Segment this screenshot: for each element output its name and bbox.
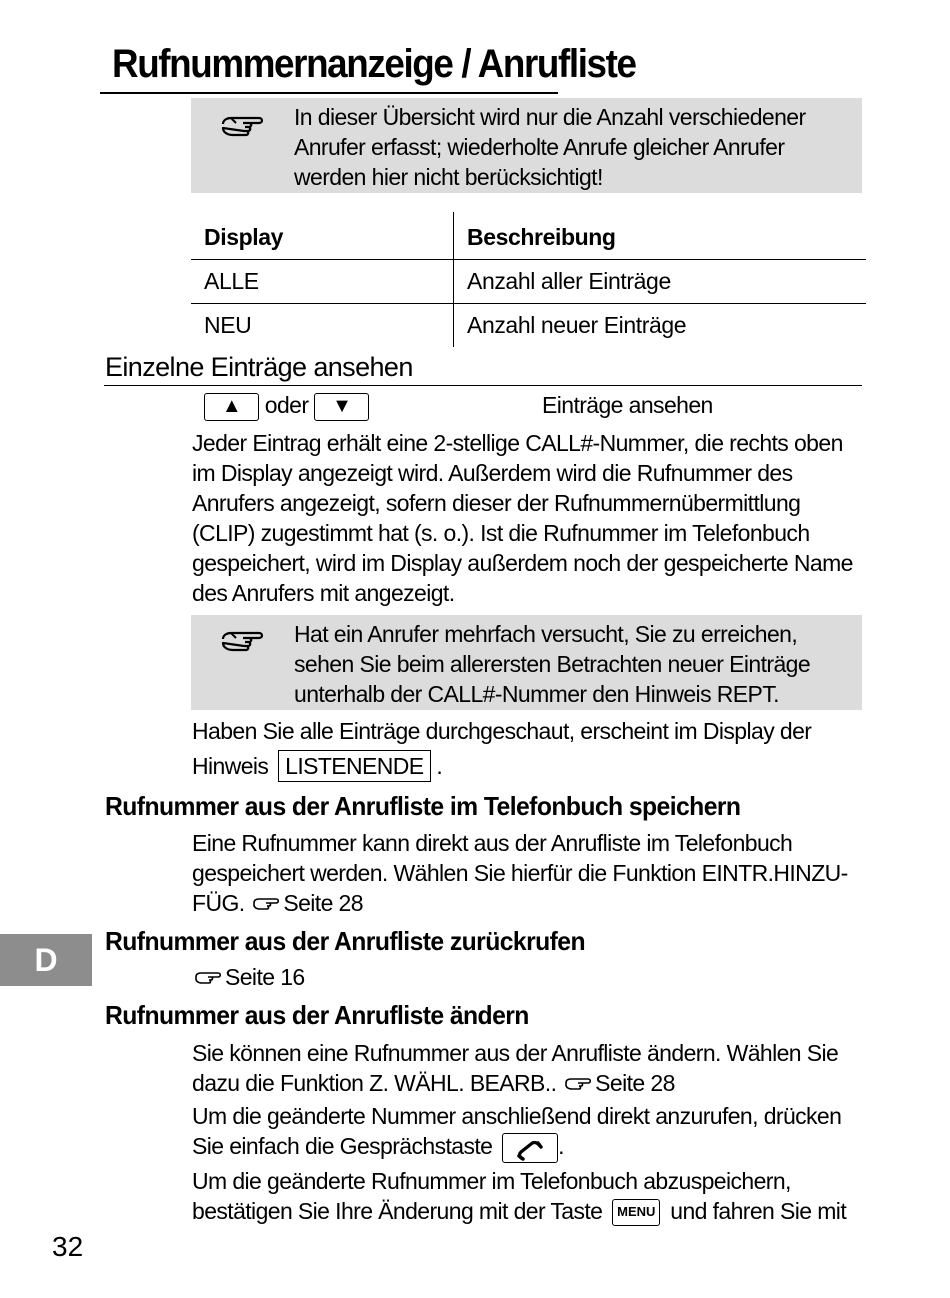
table-cell: ALLE [191, 260, 454, 304]
paragraph-edit-3 [192, 1166, 868, 1226]
list-end-line-2 [192, 750, 868, 782]
paragraph-save [192, 828, 868, 918]
page-number: 32 [52, 1231, 84, 1262]
paragraph-edit-2 [192, 1101, 868, 1163]
list-end-hint-word: Hinweis [192, 753, 269, 779]
edit-save-text-end: und fahren Sie mit [670, 1198, 847, 1224]
or-word: oder [264, 392, 309, 418]
note-text: In dieser Übersicht wird nur die Anzahl verschiedener Anrufer erfasst; wiederholte Anrufe gleicher Anrufer werden hier nicht berücksichtigt! [294, 104, 806, 190]
edit-text: Sie können eine Rufnummer aus der Anrufliste ändern. Wählen Sie dazu die Funktion Z. WÄHL. BEARB.. [192, 1040, 839, 1096]
edit-call-period: . [558, 1133, 564, 1159]
page-reference-icon [252, 896, 280, 914]
table-row [191, 260, 866, 304]
page-reference[interactable]: Seite 28 [595, 1070, 675, 1096]
section-heading-view: Einzelne Einträge ansehen [105, 352, 413, 382]
list-end-period: . [436, 753, 443, 779]
section-heading-callback: Rufnummer aus der Anrufliste zurückrufen [105, 926, 585, 956]
phone-handset-icon [515, 1140, 545, 1162]
edit-save-text: Um die geänderte Rufnummer im Telefonbuch abzuspeichern, bestätigen Sie Ihre Änderung mit der Taste [192, 1168, 791, 1224]
page-reference-icon [564, 1076, 592, 1094]
save-text: Eine Rufnummer kann direkt aus der Anrufliste im Telefonbuch gespeichert werden. Wählen Sie hierfür die Funktion EINTR.HINZU- [192, 830, 848, 886]
table-cell: Anzahl neuer Einträge [467, 312, 687, 338]
up-arrow-key: ▲ [204, 393, 259, 421]
table-header-row [191, 212, 866, 260]
language-tab: D [0, 934, 92, 986]
display-text-listenende: LISTENENDE [278, 750, 430, 782]
paragraph-edit-1 [192, 1038, 868, 1098]
pointing-hand-icon [219, 627, 267, 661]
table-cell: Anzahl aller Einträge [454, 260, 867, 304]
title-underline [100, 92, 558, 94]
note-box-counting [191, 98, 862, 193]
page-title: Rufnummernanzeige / Anrufliste [112, 42, 636, 86]
page-reference[interactable]: Seite 16 [225, 964, 305, 990]
column-header-description: Beschreibung [467, 224, 616, 250]
menu-key: MENU [612, 1199, 660, 1226]
display-table [191, 212, 866, 347]
table-row [191, 304, 866, 348]
list-end-line-1: Haben Sie alle Einträge durchgeschaut, erscheint im Display der [192, 718, 812, 744]
note-text: Hat ein Anrufer mehrfach versucht, Sie zu erreichen, sehen Sie beim allerersten Betrachten neuer Einträge unterhalb der CALL#-Nummer den Hinweis REPT. [294, 621, 811, 707]
paragraph-list-end [192, 716, 868, 782]
section-heading-edit: Rufnummer aus der Anrufliste ändern [105, 1000, 529, 1030]
down-arrow-key: ▼ [314, 393, 369, 421]
pointing-hand-icon [219, 112, 267, 146]
call-key [502, 1133, 558, 1163]
page-reference-icon [194, 970, 222, 988]
key-action-label: Einträge ansehen [542, 392, 713, 418]
key-instruction-row [204, 390, 369, 421]
section-rule [104, 385, 862, 386]
paragraph-callback [192, 962, 305, 992]
paragraph-call-number: Jeder Eintrag erhält eine 2-stellige CALL#-Nummer, die rechts oben im Display angezeigt wird. Außerdem wird die Rufnummer des Anrufers angezeigt, sofern dieser der Rufnummernübermittlung (CLIP) zugestimmt hat (s. o.). Ist die Rufnummer im Telefonbuch gespeichert, wird im Display außerdem noch der gespeicherte Name des Anrufers mit angezeigt. [192, 430, 853, 606]
note-box-repeat [191, 615, 862, 710]
section-heading-save: Rufnummer aus der Anrufliste im Telefonbuch speichern [105, 791, 741, 821]
save-text-end: FÜG. [192, 890, 245, 916]
page-reference[interactable]: Seite 28 [283, 890, 363, 916]
table-cell: NEU [191, 304, 454, 348]
edit-call-text: Um die geänderte Nummer anschließend direkt anzurufen, drücken Sie einfach die Gesprächstaste [192, 1103, 842, 1159]
column-header-display: Display [191, 212, 454, 260]
